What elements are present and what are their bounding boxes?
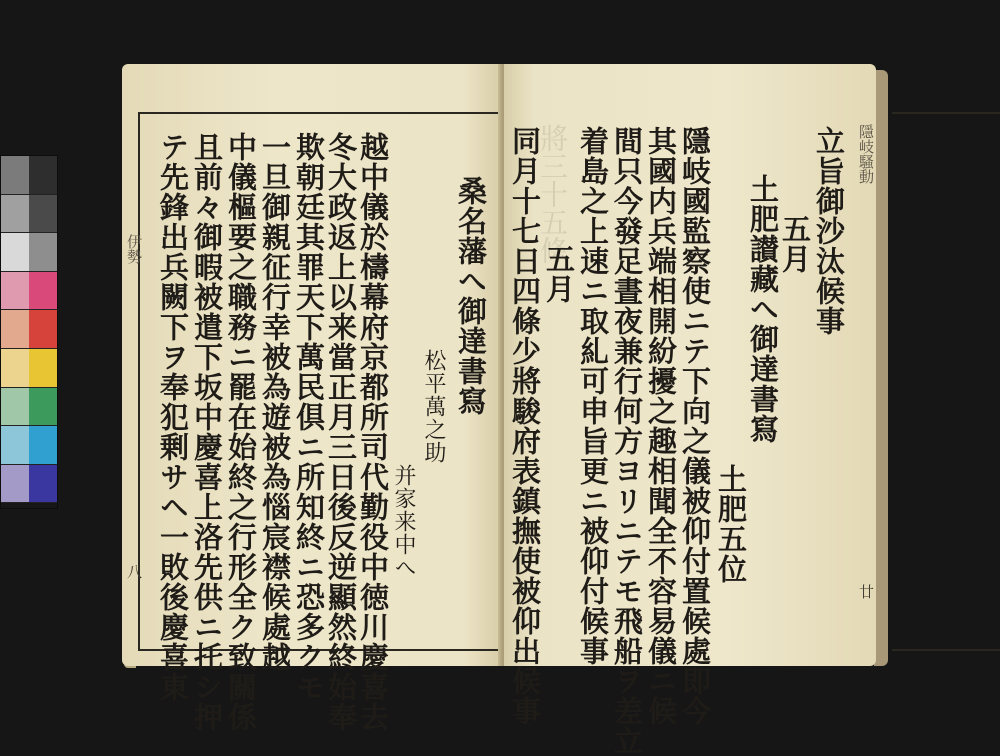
right-page-border	[892, 112, 1000, 651]
right-margin-title: 隱岐騷動	[857, 124, 875, 184]
color-swatch	[29, 465, 57, 504]
left-col-10: テ先鋒出兵闕下ヲ奉犯剰サヘ一敗後慶喜東	[156, 132, 190, 702]
left-col-5: 冬大政返上以来當正月三日後反逆顯然終始奉	[324, 132, 358, 732]
right-page	[504, 64, 876, 756]
left-col-3: 并家来中へ	[391, 464, 416, 579]
left-col-4: 越中儀於檮幕府京都所司代勤役中徳川慶喜去	[356, 132, 390, 732]
color-swatch	[1, 195, 29, 234]
color-swatch	[1, 349, 29, 388]
color-swatch	[1, 272, 29, 311]
color-swatch	[29, 272, 57, 311]
left-page	[122, 64, 502, 732]
right-col-9: 五月	[542, 244, 576, 304]
right-col-2: 五月	[778, 214, 812, 274]
color-swatch	[1, 156, 29, 195]
left-col-8: 中儀樞要之職務ニ罷在始終之行形全ク致關係	[224, 132, 258, 732]
color-swatch	[1, 310, 29, 349]
left-col-9: 且前々御暇被遣下坂中慶喜上洛先供ニ托シ押	[190, 132, 224, 732]
color-swatch	[29, 349, 57, 388]
right-col-1: 立旨御沙汰候事	[812, 126, 846, 336]
color-swatch	[1, 388, 29, 427]
color-calibration-strip	[0, 155, 58, 509]
left-margin-title: 伊勢	[125, 234, 143, 264]
right-col-4: 土肥五位	[714, 464, 748, 584]
color-swatch	[29, 310, 57, 349]
right-col-6: 其國内兵端相開紛擾之趣相聞全不容易儀ニ候	[644, 126, 678, 726]
left-page-number: 八	[125, 564, 143, 579]
color-swatch	[29, 156, 57, 195]
right-col-7: 間只今發足晝夜兼行何方ヨリニテモ飛船ヲ差立	[610, 126, 644, 756]
color-swatch	[29, 233, 57, 272]
right-page-number: 廿	[857, 584, 875, 599]
color-swatch	[1, 465, 29, 504]
left-col-6: 欺朝廷其罪天下萬民倶ニ所知終ニ恐多クモ	[292, 132, 326, 702]
right-col-3: 土肥讃藏へ御達書寫	[746, 174, 780, 444]
right-col-5: 隱岐國監察使ニテ下向之儀被仰付置候處即今	[678, 126, 712, 726]
open-book	[118, 60, 888, 756]
color-swatch	[29, 426, 57, 465]
color-swatch	[1, 426, 29, 465]
right-col-10: 同月十七日四條少將駿府表鎮撫使被仰出候事	[508, 126, 542, 726]
right-col-8: 着島之上速ニ取糺可申旨更ニ被仰付候事	[576, 126, 610, 666]
color-swatch	[1, 233, 29, 272]
bleed-through: 將三十五條	[536, 124, 569, 264]
left-col-2: 松平萬之助	[421, 349, 446, 464]
left-col-1: 桑名藩へ御達書寫	[454, 176, 488, 416]
left-col-7: 一旦御親征行幸被為遊被為惱宸襟候處越	[258, 132, 292, 672]
color-swatch	[29, 388, 57, 427]
color-swatch	[29, 195, 57, 234]
